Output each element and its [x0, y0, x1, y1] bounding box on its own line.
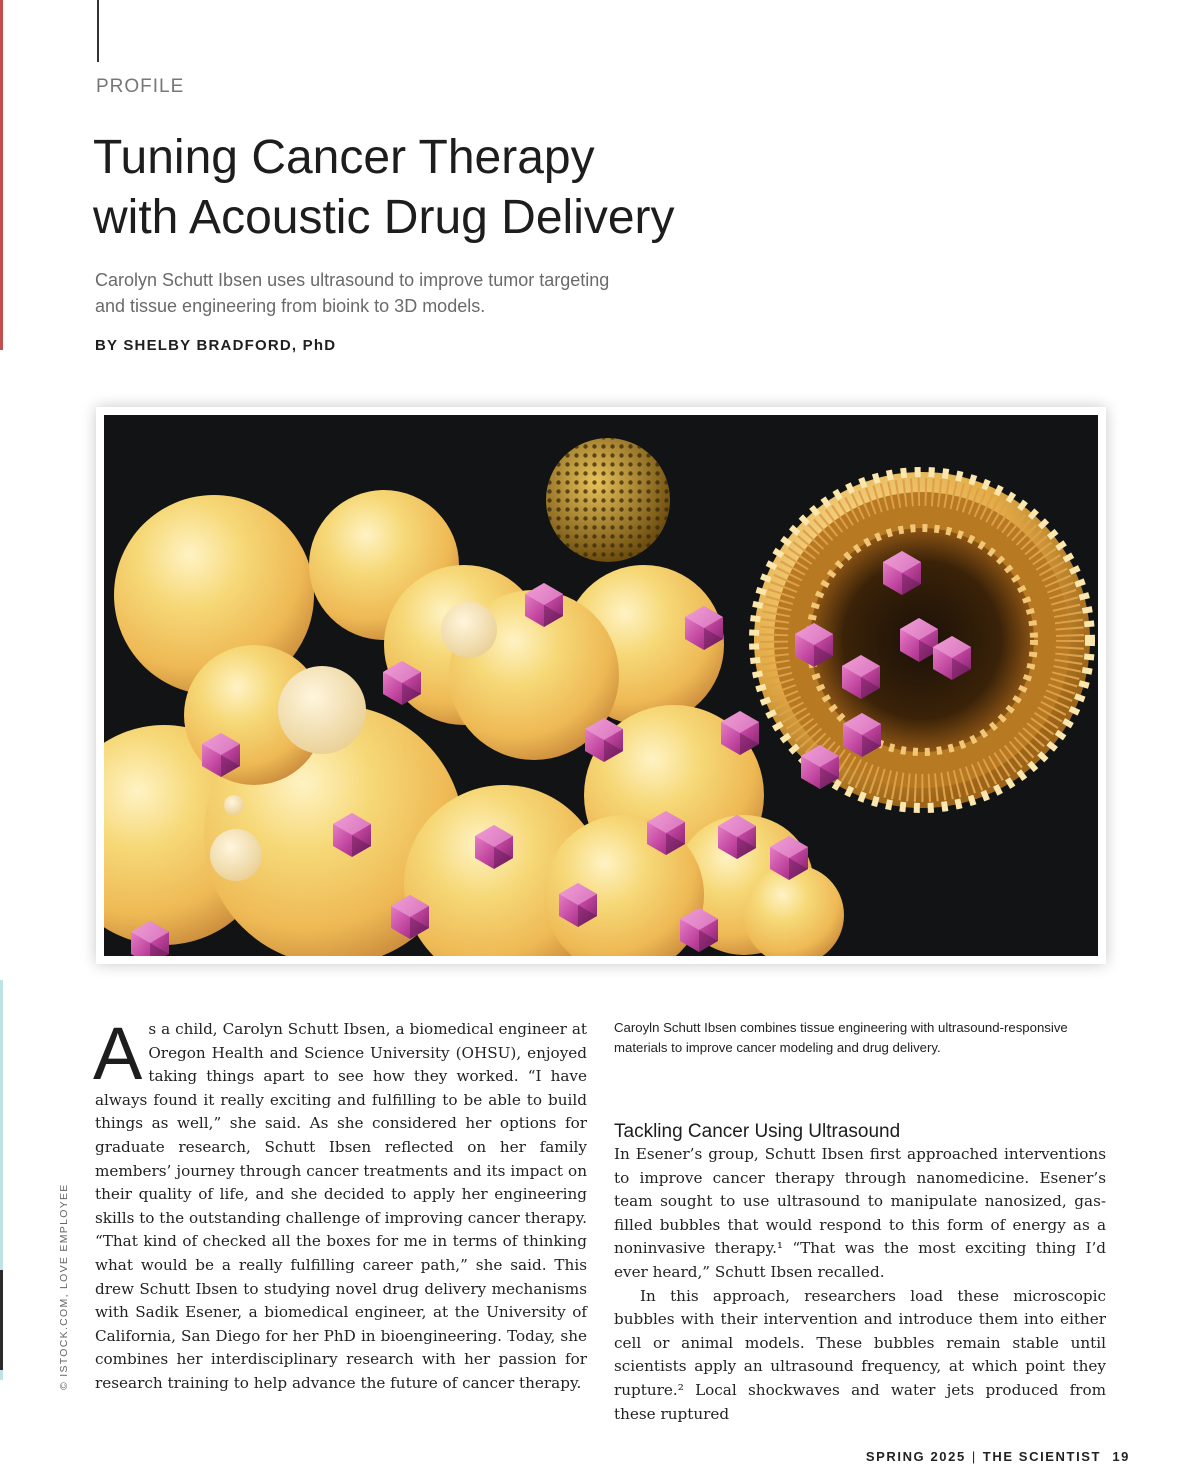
intro-paragraph: s a child, Carolyn Schutt Ibsen, a biomedical engineer at Oregon Health and Science University (OHSU), enjoyed taking things apart to see how they worked. “I have always found it really exciting and fulfilling to be able to build things as well,” she said. As she considered her options for graduate research, Schutt Ibsen reflected on her family members’ journey through cancer treatments and its impact on their quality of life, and she decided to apply her engineering skills to the outstanding challenge of improving cancer therapy. “That kind of checked all the boxes for me in terms of thinking what would be a really fulfilling career path,” she said. This drew Schutt Ibsen to studying novel drug delivery mechanisms with Sadik Esener, a biomedical engineer, at the University of California, San Diego for her PhD in bioengineering. Today, she combines her interdisciplinary research with her passion for research training to help advance the future of cancer therapy. — [95, 1020, 587, 1392]
figure-caption: Caroyln Schutt Ibsen combines tissue engineering with ultrasound-responsive materials to improve cancer modeling and drug delivery. — [614, 1020, 1068, 1055]
headline-line-2: with Acoustic Drug Delivery — [93, 191, 675, 244]
section-label: PROFILE — [96, 76, 185, 97]
illustration-svg — [104, 415, 1098, 956]
right-column — [614, 1018, 1106, 1426]
nanomedicine-illustration — [104, 415, 1098, 956]
byline: BY SHELBY BRADFORD, PhD — [95, 337, 337, 354]
top-rule — [97, 0, 99, 62]
edge-color-strip-red — [0, 0, 3, 350]
footer-separator: | — [971, 1449, 977, 1464]
edge-color-strip-dark — [0, 1270, 3, 1370]
headline-line-1: Tuning Cancer Therapy — [93, 131, 595, 184]
footer-issue: SPRING 2025 — [865, 1449, 966, 1464]
article-headline — [93, 128, 893, 248]
section-body — [614, 1143, 1106, 1426]
subtitle-line-1: Carolyn Schutt Ibsen uses ultrasound to improve tumor targeting — [95, 270, 610, 290]
drop-cap: A — [93, 1012, 143, 1095]
figure-frame — [96, 407, 1106, 964]
paragraph-2: In Esener’s group, Schutt Ibsen first approached interventions to improve cancer therapy through nanomedicine. Esener’s team sought to use ultrasound to manipulate nanosized, gas-filled bubbles that would respond to this form of energy as a noninvasive therapy.¹ “That was the most exciting thing I’d ever heard,” Schutt Ibsen recalled. — [614, 1145, 1106, 1281]
article-subtitle — [95, 267, 755, 319]
page-footer — [866, 1449, 1130, 1464]
paragraph-3: In this approach, researchers load these microscopic bubbles with their intervention and introduce them into either cell or animal models. These bubbles remain stable until scientists apply an ultrasound frequency, at which point they rupture.² Local shockwaves and water jets produced from these ruptured — [614, 1286, 1106, 1423]
footer-magazine: THE SCIENTIST — [982, 1449, 1102, 1464]
page-number: 19 — [1112, 1449, 1130, 1464]
subtitle-line-2: and tissue engineering from bioink to 3D models. — [95, 296, 486, 316]
gold-nanoparticle — [546, 438, 670, 562]
image-credit: © ISTOCK.COM, LOVE EMPLOYEE — [58, 1183, 70, 1390]
article-intro — [93, 1012, 587, 1396]
section-heading: Tackling Cancer Using Ultrasound — [614, 1121, 901, 1142]
